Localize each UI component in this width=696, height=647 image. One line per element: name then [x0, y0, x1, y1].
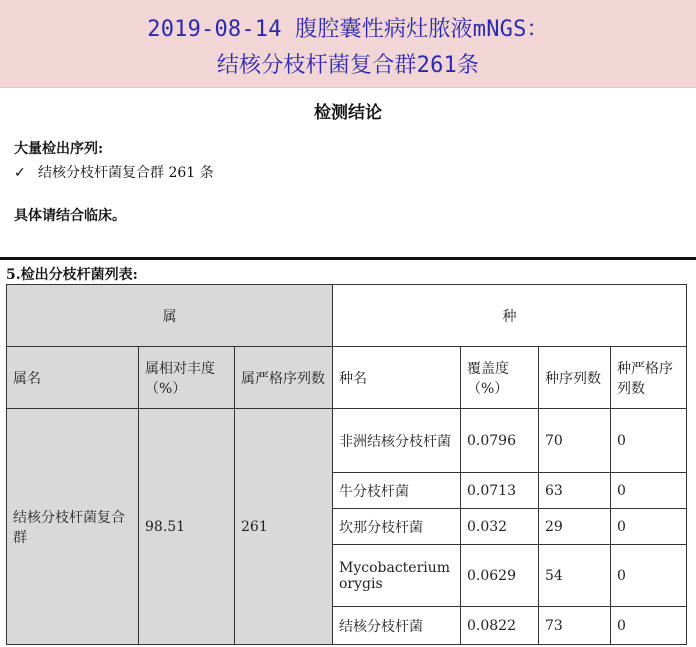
species-strict-cell: 0: [611, 607, 687, 645]
table-group-header-row: [7, 285, 687, 347]
species-count-cell: 73: [539, 607, 611, 645]
mycobacteria-table: [6, 284, 687, 645]
clinical-note: 具体请结合临床。: [14, 208, 126, 224]
detected-sequences-label: 大量检出序列:: [14, 141, 104, 157]
col-header-species-count: 种序列数: [539, 347, 611, 409]
col-header-genus-abundance: 属相对丰度（%）: [139, 347, 235, 409]
banner-title-line-2: 结核分枝杆菌复合群261条: [216, 53, 480, 78]
species-name-cell: Mycobacterium orygis: [333, 545, 461, 607]
species-strict-cell: 0: [611, 409, 687, 473]
species-count-cell: 29: [539, 509, 611, 545]
species-count-cell: 63: [539, 473, 611, 509]
species-group-header: 种: [333, 285, 687, 347]
species-count-cell: 70: [539, 409, 611, 473]
col-header-genus-name: 属名: [7, 347, 139, 409]
species-strict-cell: 0: [611, 545, 687, 607]
coverage-cell: 0.032: [461, 509, 539, 545]
genus-group-header: 属: [7, 285, 333, 347]
coverage-cell: 0.0796: [461, 409, 539, 473]
detected-item-text: 结核分枝杆菌复合群 261 条: [38, 165, 214, 181]
genus-abundance-cell: 98.51: [139, 409, 235, 645]
detected-item: [14, 162, 214, 182]
col-header-coverage: 覆盖度（%）: [461, 347, 539, 409]
col-header-genus-strict: 属严格序列数: [235, 347, 333, 409]
species-strict-cell: 0: [611, 509, 687, 545]
section-divider: [0, 257, 696, 260]
table-title: 5.检出分枝杆菌列表:: [6, 267, 138, 283]
coverage-cell: 0.0713: [461, 473, 539, 509]
coverage-cell: 0.0629: [461, 545, 539, 607]
banner-title-line-1: 2019-08-14 腹腔囊性病灶脓液mNGS：: [147, 17, 549, 42]
species-strict-cell: 0: [611, 473, 687, 509]
title-banner: [0, 0, 696, 88]
table-row: [7, 409, 687, 473]
table-column-header-row: [7, 347, 687, 409]
species-name-cell: 结核分枝杆菌: [333, 607, 461, 645]
col-header-species-strict: 种严格序列数: [611, 347, 687, 409]
checkmark-icon: ✓: [14, 165, 26, 181]
genus-name-cell: 结核分枝杆菌复合群: [7, 409, 139, 645]
species-name-cell: 牛分枝杆菌: [333, 473, 461, 509]
col-header-species-name: 种名: [333, 347, 461, 409]
coverage-cell: 0.0822: [461, 607, 539, 645]
genus-strict-cell: 261: [235, 409, 333, 645]
species-name-cell: 非洲结核分枝杆菌: [333, 409, 461, 473]
species-count-cell: 54: [539, 545, 611, 607]
conclusion-heading: 检测结论: [314, 103, 382, 123]
species-name-cell: 坎那分枝杆菌: [333, 509, 461, 545]
